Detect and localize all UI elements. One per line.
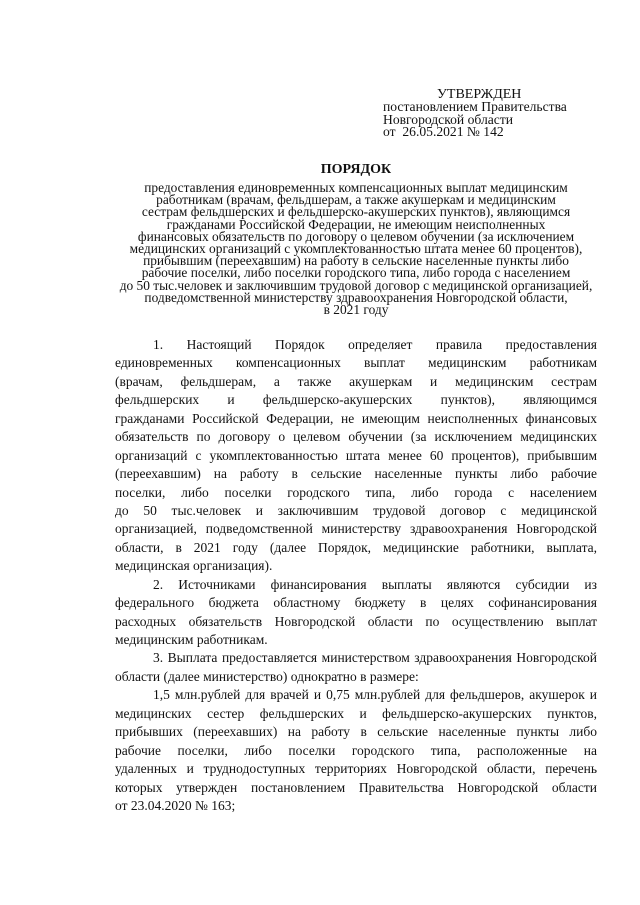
paragraph-line: рабочие поселки, либо поселки городского типа, расположенные на: [115, 742, 597, 758]
paragraph-line: единовременных компенсационных выплат медицинским работникам: [115, 355, 597, 371]
paragraph-line: 3. Выплата предоставляется министерством здравоохранения Новгородской: [153, 650, 597, 666]
paragraph-line: расходных обязательств Новгородской области по осуществлению выплат: [115, 613, 597, 629]
approval-line: Новгородской области: [383, 111, 514, 127]
paragraph-line: (врачам, фельдшерам, а также акушеркам и медицинским сестрам: [115, 373, 597, 389]
subtitle-line: до 50 тыс.человек и заключившим трудовой договор с медицинской организацией,: [119, 277, 593, 293]
paragraph-1: [115, 336, 597, 576]
paragraph-line: организаций с укомплектованностью штата менее 60 процентов), прибывшим: [115, 447, 597, 463]
paragraph-line: 2. Источниками финансирования выплаты являются субсидии из: [153, 576, 597, 592]
paragraph-line: (переехавшим) на работу в сельские населенные пункты либо рабочие: [115, 466, 597, 482]
paragraph-line: 1. Настоящий Порядок определяет правила предоставления: [153, 337, 597, 352]
paragraph-3: [115, 649, 597, 686]
approval-line: постановлением Правительства: [383, 99, 567, 114]
paragraph-line: поселки, либо поселки городского типа, либо города с населением: [115, 484, 597, 500]
paragraph-line: удаленных и труднодоступных территориях Новгородской области, перечень: [115, 761, 597, 777]
paragraph-line: организацией, подведомственной министерству здравоохранения Новгородской: [115, 521, 597, 537]
paragraph-line: до 50 тыс.человек и заключившим трудовой договор с медицинской: [115, 502, 597, 518]
paragraph-line: от 23.04.2020 № 163;: [115, 797, 236, 813]
paragraph-2: [115, 576, 597, 650]
subtitle-line: медицинских организаций с укомплектованностью штата менее 60 процентов),: [129, 241, 583, 257]
paragraph-4: [115, 686, 597, 815]
subtitle-line: работникам (врачам, фельдшерам, а также акушеркам и медицинским: [156, 192, 556, 208]
document-body: [115, 336, 597, 815]
subtitle-line: сестрам фельдшерских и фельдшерско-акушерских пунктов), являющимся: [141, 204, 571, 220]
approval-heading: УТВЕРЖДЕН: [437, 87, 522, 102]
paragraph-line: фельдшерских и фельдшерско-акушерских пунктов), являющимся: [115, 392, 597, 408]
approval-block: [383, 101, 567, 139]
paragraph-line: области (далее министерство) однократно в размере:: [115, 668, 419, 684]
subtitle-line: гражданами Российской Федерации, не имеющим неисполненных: [166, 216, 546, 232]
subtitle-line: в 2021 году: [323, 302, 389, 318]
subtitle-line: предоставления единовременных компенсационных выплат медицинским: [144, 180, 568, 195]
subtitle-line: рабочие поселки, либо поселки городского типа, либо города с населением: [141, 265, 571, 281]
paragraph-line: медицинских сестер фельдшерских и фельдшерско-акушерских пунктов,: [115, 705, 597, 721]
paragraph-line: медицинская организация).: [115, 558, 273, 574]
paragraph-line: медицинским работникам.: [115, 632, 268, 647]
paragraph-line: гражданами Российской Федерации, не имеющим неисполненных финансовых: [115, 410, 597, 426]
subtitle-line: финансовых обязательств по договору о целевом обучении (за исключением: [137, 228, 575, 244]
approval-date-number: от 26.05.2021 № 142: [383, 124, 504, 139]
paragraph-line: области, в 2021 году (далее Порядок, медицинские работники, выплата,: [115, 539, 597, 555]
paragraph-line: обязательств по договору о целевом обучении (за исключением медицинских: [115, 429, 597, 445]
paragraph-line: 1,5 млн.рублей для врачей и 0,75 млн.рублей для фельдшеров, акушерок и: [153, 687, 597, 703]
paragraph-line: которых утвержден постановлением Правительства Новгородской области: [115, 779, 597, 795]
paragraph-line: прибывших (переехавших) на работу в сельские населенные пункты либо: [115, 724, 597, 740]
document-title: ПОРЯДОК: [320, 162, 392, 177]
subtitle-line: подведомственной министерству здравоохранения Новгородской области,: [144, 289, 568, 305]
document-subtitle: [100, 182, 612, 316]
subtitle-line: прибывшим (переехавшим) на работу в сельские населенные пункты либо: [143, 253, 569, 269]
paragraph-line: федерального бюджета областному бюджету в целях софинансирования: [115, 595, 597, 611]
